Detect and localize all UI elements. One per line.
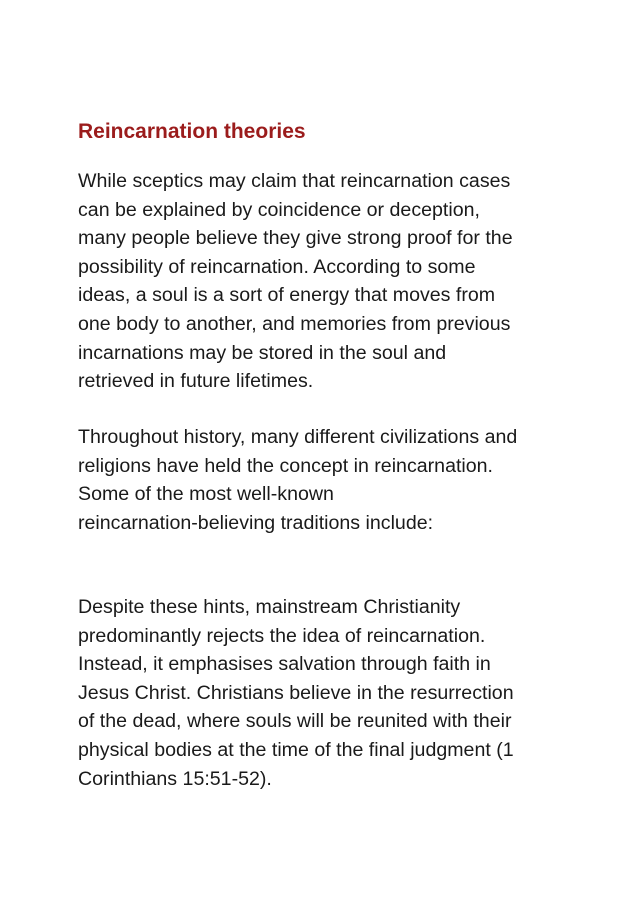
paragraph-line: incarnations may be stored in the soul and <box>78 341 447 364</box>
paragraph-line: one body to another, and memories from previous <box>78 312 511 335</box>
paragraph-line: Throughout history, many different civilizations and <box>78 426 518 448</box>
paragraph-line: of the dead, where souls will be reunited with their <box>78 710 512 733</box>
paragraph-line: Despite these hints, mainstream Christianity <box>78 596 461 618</box>
paragraph-line: Corinthians 15:51-52). <box>78 767 272 790</box>
paragraph-line: physical bodies at the time of the final judgment (1 <box>78 738 514 761</box>
paragraph-line: Instead, it emphasises salvation through faith in <box>78 653 491 676</box>
paragraph-line: possibility of reincarnation. According to some <box>78 255 476 278</box>
paragraph-line: ideas, a soul is a sort of energy that moves from <box>78 284 496 307</box>
paragraph-line: retrieved in future lifetimes. <box>78 370 314 393</box>
section-heading: Reincarnation theories <box>78 120 306 143</box>
paragraph-traditions <box>78 423 517 537</box>
paragraph-line: Jesus Christ. Christians believe in the resurrection <box>78 681 514 704</box>
paragraph-line: Some of the most well-known <box>78 483 334 506</box>
paragraph-line: reincarnation-believing traditions include: <box>78 511 434 534</box>
paragraph-line: predominantly rejects the idea of reincarnation. <box>78 624 486 647</box>
paragraph-christianity <box>78 593 514 793</box>
paragraph-sceptics <box>78 167 513 396</box>
paragraph-line: religions have held the concept in reincarnation. <box>78 454 493 477</box>
paragraph-line: can be explained by coincidence or deception, <box>78 198 480 221</box>
paragraph-line: many people believe they give strong proof for the <box>78 227 513 250</box>
paragraph-line: While sceptics may claim that reincarnation cases <box>78 170 511 192</box>
